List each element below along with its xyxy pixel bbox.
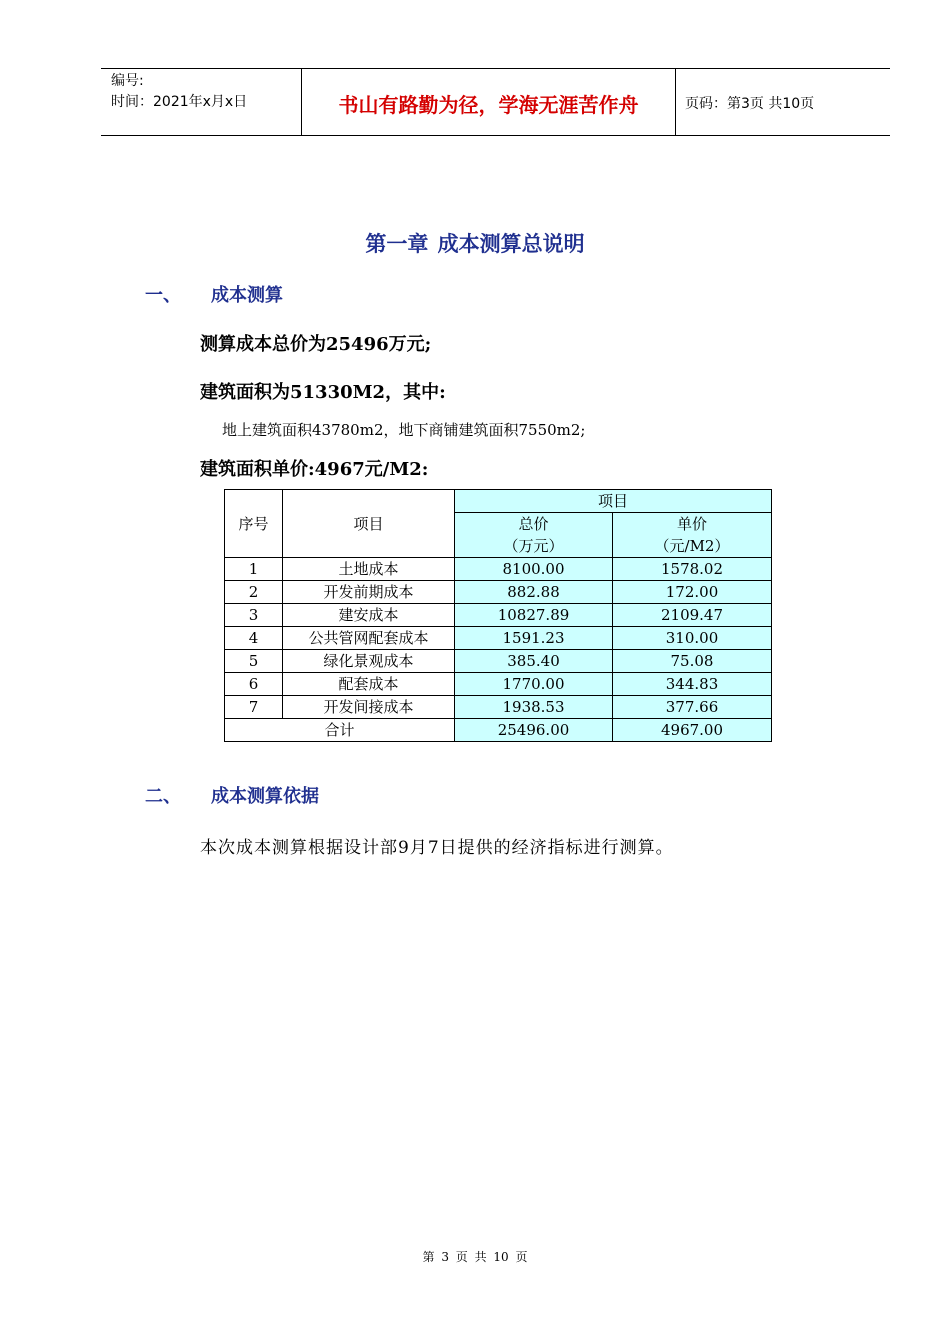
chapter-title: 第一章 成本测算总说明 (365, 231, 585, 256)
row-item: 建安成本 (283, 604, 455, 627)
table-row (225, 696, 772, 719)
row-seq: 3 (225, 604, 283, 627)
row-item: 绿化景观成本 (283, 650, 455, 673)
table-row (225, 581, 772, 604)
basis-text: 本次成本测算根据设计部9月7日提供的经济指标进行测算。 (200, 838, 674, 858)
section-heading-1 (145, 281, 283, 307)
table-row (225, 558, 772, 581)
row-unit: 75.08 (613, 650, 772, 673)
row-item: 公共管网配套成本 (283, 627, 455, 650)
table-row (225, 650, 772, 673)
row-unit: 2109.47 (613, 604, 772, 627)
sum-unit: 4967.00 (613, 719, 772, 742)
section-title: 成本测算 (211, 285, 283, 306)
row-total: 882.88 (455, 581, 613, 604)
row-item: 配套成本 (283, 673, 455, 696)
row-total: 10827.89 (455, 604, 613, 627)
area-detail-line: 地上建筑面积43780m2，地下商铺建筑面积7550m2; (222, 421, 586, 439)
head-unit-line1: 单价 (676, 515, 707, 533)
table-head-seq: 序号 (225, 490, 283, 558)
row-seq: 7 (225, 696, 283, 719)
total-cost-line: 测算成本总价为25496万元; (200, 334, 432, 355)
row-item: 开发前期成本 (283, 581, 455, 604)
head-total-line1: 总价 (518, 515, 549, 533)
row-seq: 2 (225, 581, 283, 604)
row-unit: 344.83 (613, 673, 772, 696)
head-total-line2: （万元） (503, 537, 564, 555)
serial-label: 编号: (111, 73, 144, 89)
table-row (225, 604, 772, 627)
row-item: 开发间接成本 (283, 696, 455, 719)
header-meta (111, 71, 247, 113)
row-total: 8100.00 (455, 558, 613, 581)
row-seq: 4 (225, 627, 283, 650)
table-sum-row (225, 719, 772, 742)
sum-total: 25496.00 (455, 719, 613, 742)
table-head-item: 项目 (283, 490, 455, 558)
table-row (225, 673, 772, 696)
row-seq: 1 (225, 558, 283, 581)
row-total: 385.40 (455, 650, 613, 673)
row-seq: 6 (225, 673, 283, 696)
table-row (225, 627, 772, 650)
page-header (101, 68, 890, 136)
row-item: 土地成本 (283, 558, 455, 581)
row-seq: 5 (225, 650, 283, 673)
cost-table (224, 489, 772, 742)
row-unit: 310.00 (613, 627, 772, 650)
header-page-info: 页码：第3页 共10页 (685, 96, 815, 112)
row-unit: 172.00 (613, 581, 772, 604)
section-heading-2 (145, 782, 319, 808)
page-footer: 第 3 页 共 10 页 (422, 1250, 528, 1264)
row-total: 1591.23 (455, 627, 613, 650)
table-head-total (455, 513, 613, 558)
header-motto: 书山有路勤为径，学海无涯苦作舟 (338, 93, 639, 117)
section-title: 成本测算依据 (211, 786, 319, 807)
row-total: 1770.00 (455, 673, 613, 696)
header-divider (675, 69, 676, 135)
head-unit-line2: （元/M2） (654, 537, 730, 555)
section-number: 一、 (145, 285, 181, 306)
table-head-unit (613, 513, 772, 558)
section-number: 二、 (145, 786, 181, 807)
row-unit: 377.66 (613, 696, 772, 719)
unit-price-line: 建筑面积单价:4967元/M2: (200, 459, 429, 480)
table-head-group: 项目 (455, 490, 772, 513)
area-line: 建筑面积为51330M2，其中: (200, 382, 446, 403)
row-total: 1938.53 (455, 696, 613, 719)
row-unit: 1578.02 (613, 558, 772, 581)
time-label: 时间：2021年x月x日 (111, 94, 248, 110)
sum-label: 合计 (225, 719, 455, 742)
